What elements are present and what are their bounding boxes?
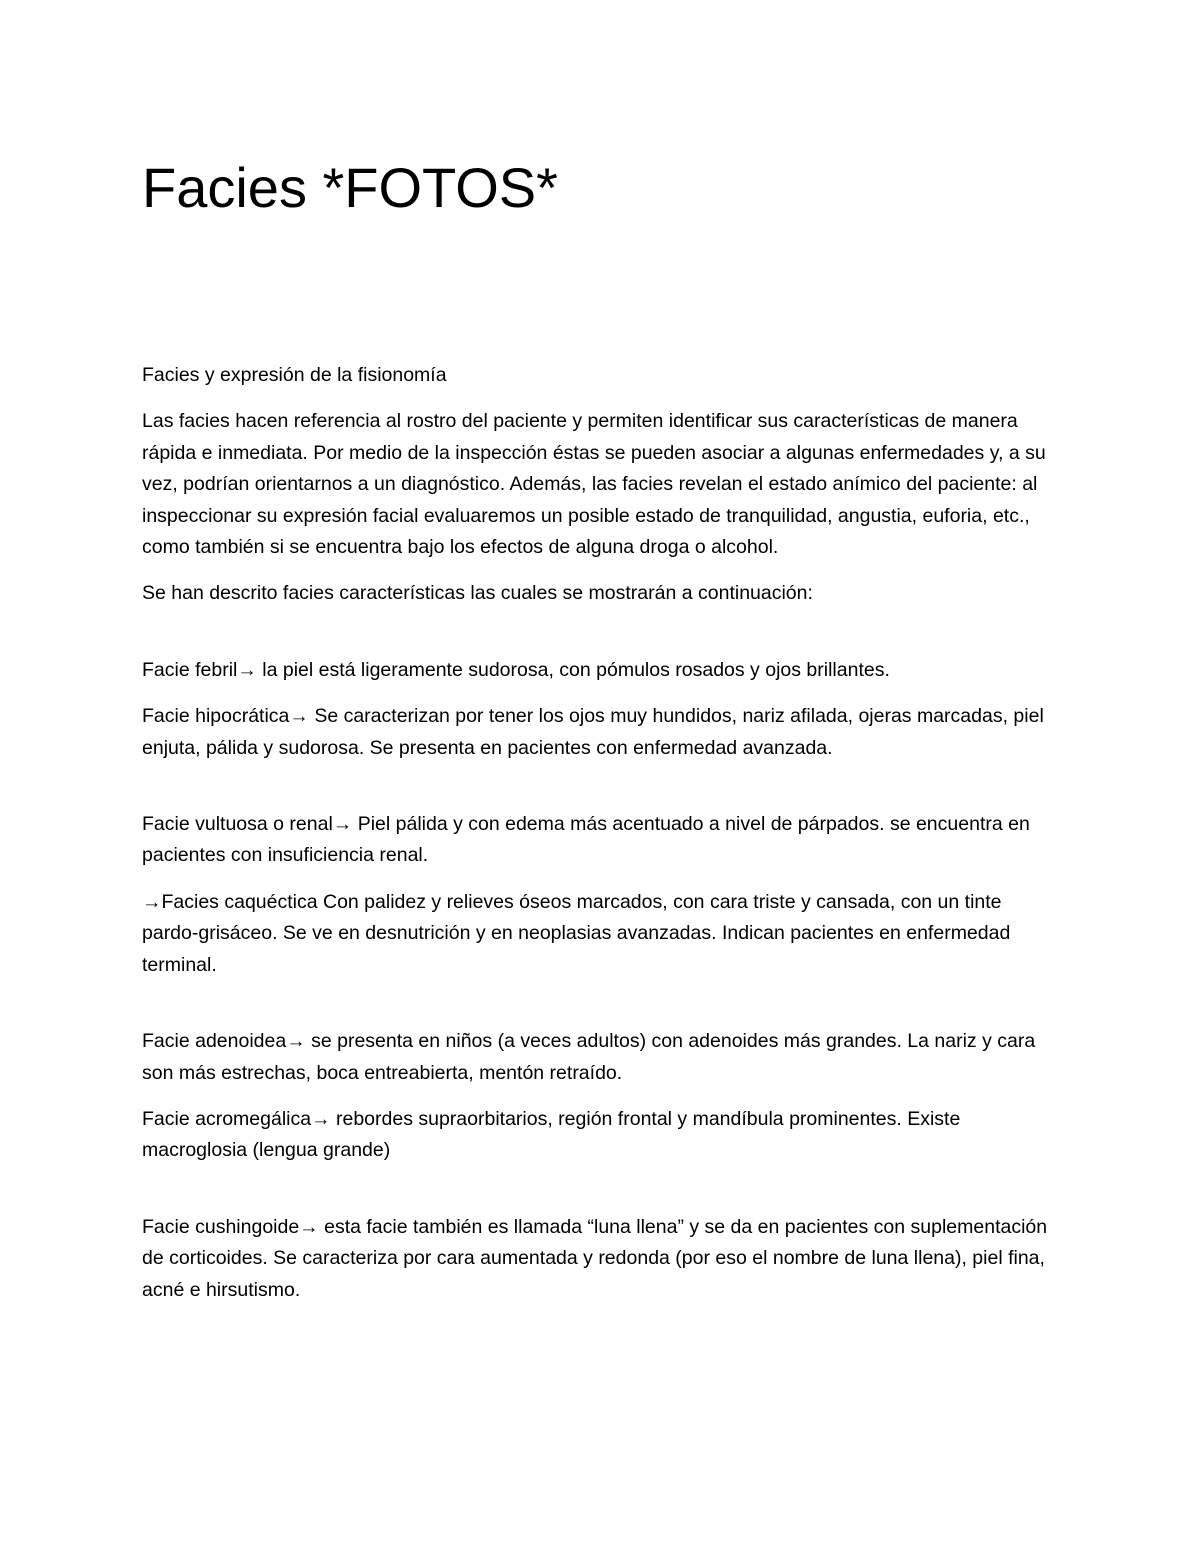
lead-in-paragraph: Se han descrito facies características las cuales se mostrarán a continuación: [142,582,813,605]
document-body [142,360,1057,1306]
facie-caquectica: →Facies caquéctica Con palidez y relieves óseos marcados, con cara triste y cansada, con un tinte pardo-grisáceo. Se ve en desnutrición y en neoplasias avanzadas. Indican pacientes en enfermedad terminal. [142,890,1011,976]
facie-acromegalica: Facie acromegálica→ rebordes supraorbitarios, región frontal y mandíbula prominentes. Existe macroglosia (lengua grande) [142,1107,961,1162]
facie-vultuosa: Facie vultuosa o renal→ Piel pálida y con edema más acentuado a nivel de párpados. se encuentra en pacientes con insuficiencia renal. [142,813,1030,867]
document-title: Facies *FOTOS* [142,156,558,219]
facie-hipocratica: Facie hipocrática→ Se caracterizan por tener los ojos muy hundidos, nariz afilada, ojeras marcadas, piel enjuta, pálida y sudorosa. Se presenta en pacientes con enfermedad avanzada. [142,705,1044,759]
facie-adenoidea: Facie adenoidea→ se presenta en niños (a veces adultos) con adenoides más grandes. La nariz y cara son más estrechas, boca entreabierta, mentón retraído. [142,1030,1036,1084]
facie-febril: Facie febril→ la piel está ligeramente sudorosa, con pómulos rosados y ojos brillantes. [142,658,890,681]
facie-cushingoide: Facie cushingoide→ esta facie también es llamada “luna llena” y se da en pacientes con suplementación de corticoides. Se caracteriza por cara aumentada y redonda (por eso el nombre de luna llena), piel fina, acné e hirsutismo. [142,1215,1048,1301]
intro-paragraph: Las facies hacen referencia al rostro del paciente y permiten identificar sus características de manera rápida e inmediata. Por medio de la inspección éstas se pueden asociar a algunas enfermedades y, a su vez, podrían orientarnos a un diagnóstico. Además, las facies revelan el estado anímico del paciente: al inspeccionar su expresión facial evaluaremos un posible estado de tranquilidad, angustia, euforia, etc., como también si se encuentra bajo los efectos de alguna droga o alcohol. [142,410,1046,559]
section-heading: Facies y expresión de la fisionomía [142,364,447,386]
